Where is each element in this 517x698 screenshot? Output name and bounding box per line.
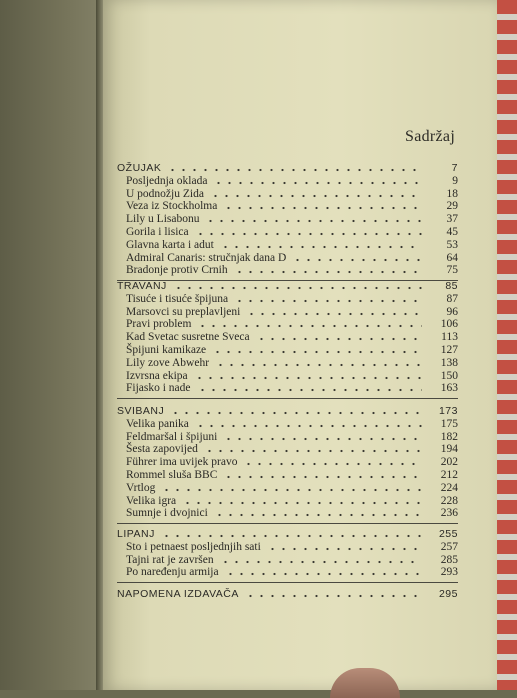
dot-leader [194,376,422,380]
dot-leader [213,181,422,185]
page-number: 64 [446,251,458,264]
page-number: 150 [440,369,458,382]
page-number: 29 [446,200,458,213]
page-number: 194 [440,443,458,456]
dot-leader [245,594,422,598]
entry-title: Tajni rat je završen [126,553,214,566]
page-number: 293 [440,566,458,579]
dot-leader [220,560,422,564]
page-number: 96 [446,305,458,318]
entry-title: Velika panika [126,417,189,430]
section-title: SVIBANJ [117,405,165,417]
dot-leader [182,501,422,505]
dot-leader [210,194,422,198]
page-number: 202 [440,456,458,469]
entry-title: Posljednja oklada [126,174,208,187]
page-number: 173 [438,405,458,417]
entry-title: Veza iz Stockholma [126,200,218,213]
entry-title: Tisuće i tisuće špijuna [126,292,229,305]
entry-title: Sto i petnaest posljednjih sati [126,540,261,553]
section-divider [117,398,458,399]
page-number: 182 [440,430,458,443]
section-divider [117,582,458,583]
dot-leader [214,513,422,517]
page-number: 45 [446,226,458,238]
entry-title: Sumnje i dvojnici [126,507,208,520]
toc-entry [126,566,458,580]
dot-leader [161,534,422,538]
dot-leader [197,324,422,328]
page-number: 75 [446,264,458,277]
entry-title: Pravi problem [126,318,192,331]
dot-leader [204,449,422,453]
dot-leader [223,475,422,479]
dot-leader [170,411,422,415]
section-title: TRAVANJ [117,280,167,292]
entry-title: Špijuni kamikaze [126,344,207,356]
section-divider [117,523,458,524]
dot-leader [220,245,422,249]
dot-leader [234,299,422,303]
page-number: 236 [440,507,458,520]
page-title: Sadržaj [405,128,456,145]
page-number: 85 [445,280,458,292]
page-number: 163 [440,382,458,395]
entry-title: Vrtlog [126,481,156,494]
entry-title: Izvrsna ekipa [126,369,188,382]
dot-leader [267,547,422,551]
page-number: 106 [440,318,458,331]
dot-leader [205,219,422,223]
entry-title: Lily u Lisabonu [126,213,200,226]
entry-title: Führer ima uvijek pravo [126,456,238,469]
dot-leader [195,232,422,236]
entry-title: Admiral Canaris: stručnjak dana D [126,251,287,264]
page-number: 127 [440,344,458,356]
dot-leader [167,168,422,172]
dot-leader [215,363,422,367]
entry-title: Feldmaršal i špijuni [126,430,218,443]
page-number: 255 [438,528,458,540]
toc-entry [126,264,458,278]
section-title: OŽUJAK [117,162,162,174]
entry-title: Gorila i lisica [126,226,189,238]
page-number: 257 [440,540,458,553]
dot-leader [161,488,422,492]
dot-leader [173,286,422,290]
entry-title: Po naređenju armija [126,566,219,579]
toc-entry [126,382,458,396]
dot-leader [292,258,422,262]
dot-leader [225,572,422,576]
dot-leader [223,206,422,210]
entry-title: Rommel sluša BBC [126,469,218,481]
dot-leader [212,350,422,354]
page-number: 53 [446,238,458,251]
dot-leader [256,337,422,341]
page-number: 113 [441,331,458,344]
page-number: 18 [446,187,458,200]
dot-leader [234,270,422,274]
page-number: 138 [440,356,458,369]
page-number: 7 [451,162,458,174]
toc-entry [126,507,458,521]
page-number: 228 [440,494,458,507]
entry-title: Šesta zapovijed [126,443,198,456]
dot-leader [223,437,422,441]
dot-leader [195,424,422,428]
entry-title: U podnožju Zida [126,187,204,200]
section-row [117,588,458,602]
section-title: NAPOMENA IZDAVAČA [117,588,239,600]
entry-title: Bradonje protiv Crnih [126,264,228,277]
entry-title: Kad Svetac susretne Sveca [126,331,250,344]
page-number: 285 [440,553,458,566]
entry-title: Glavna karta i adut [126,238,214,251]
entry-title: Fijasko i nade [126,382,191,395]
page-number: 87 [446,292,458,305]
page-number: 212 [440,469,458,481]
entry-title: Velika igra [126,494,177,507]
page-number: 224 [440,481,458,494]
dot-leader [243,462,422,466]
page-number: 9 [452,174,458,187]
page-number: 175 [440,417,458,430]
dot-leader [197,388,422,392]
section-title: LIPANJ [117,528,155,540]
page-number: 295 [438,588,458,600]
page-number: 37 [446,213,458,226]
dot-leader [246,312,422,316]
entry-title: Marsovci su preplavljeni [126,305,241,318]
entry-title: Lily zove Abwehr [126,356,210,369]
